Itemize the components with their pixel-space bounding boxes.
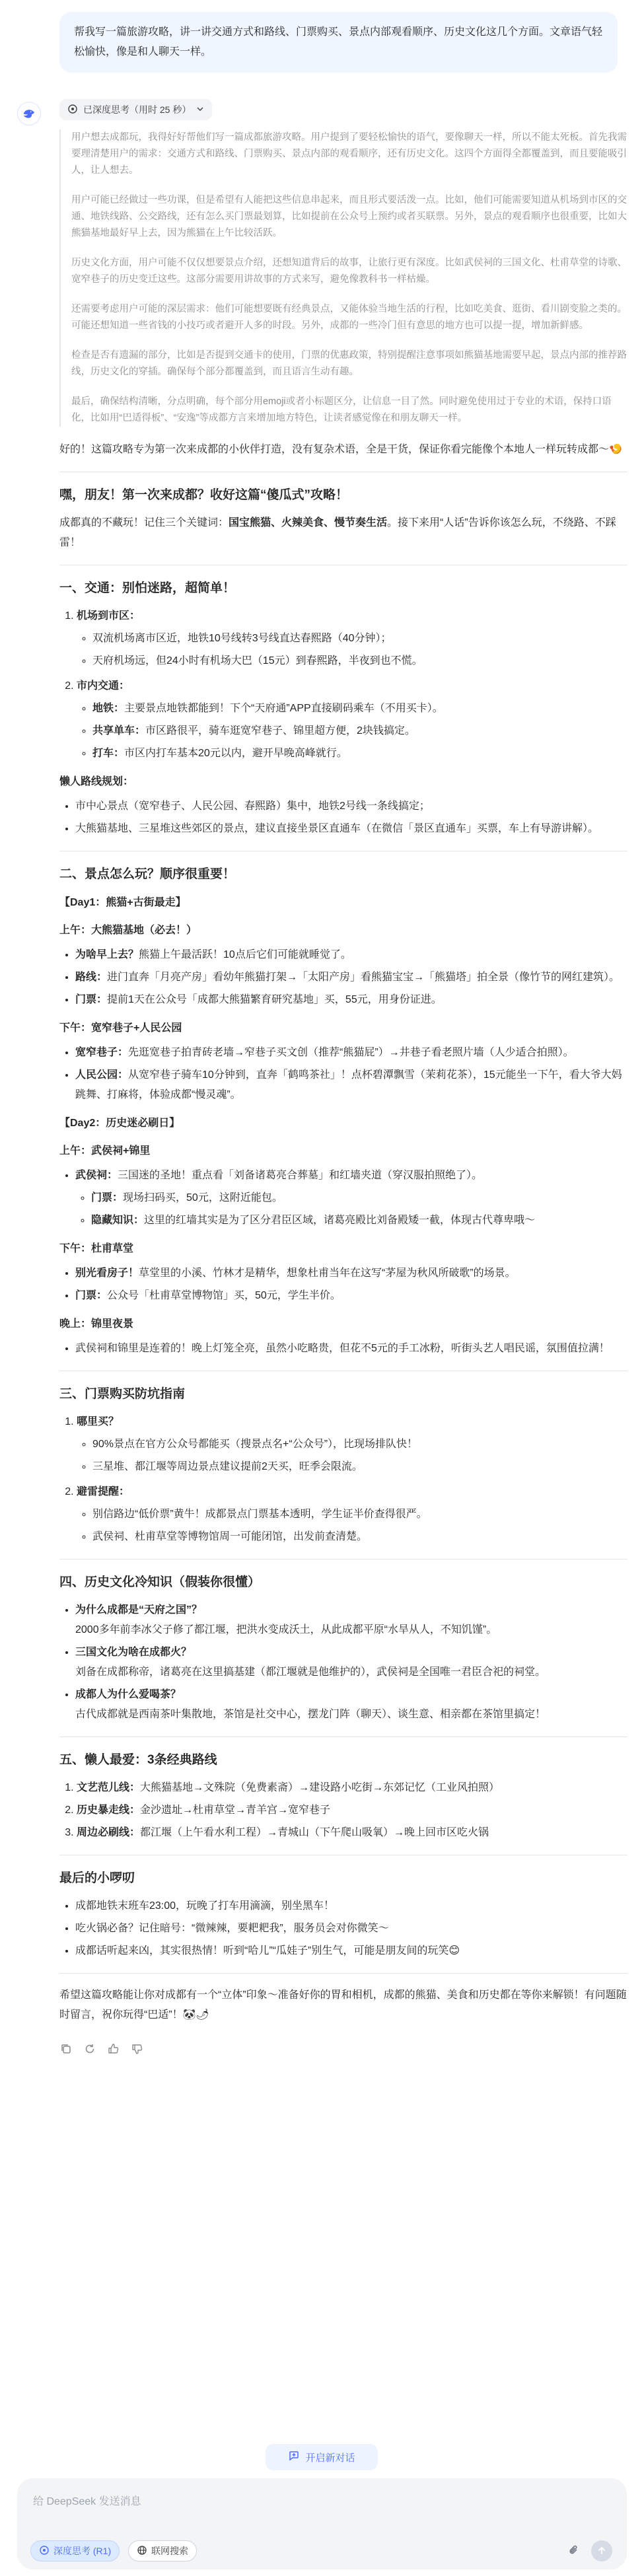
item-title: 哪里买？	[77, 1416, 120, 1427]
list-item	[91, 1211, 627, 1231]
item-value: 公众号「杜甫草堂博物馆」买，50元，学生半价。	[107, 1290, 341, 1301]
item-key: 门票：	[75, 1290, 108, 1301]
period-title: 上午：大熊猫基地（必去！）	[59, 925, 197, 936]
item-value: 三国迷的圣地！重点看「刘备诸葛亮合葬墓」和红墙夹道（穿汉服拍照绝了）。	[118, 1170, 483, 1181]
thinking-paragraph: 最后，确保结构清晰，分点明确，每个部分用emoji或者小标题区分，让信息一目了然。同时避免使用过于专业的术语，保持口语化，比如用“巴适得板”、“安逸”等成都方言来增加地方特色，让读者感觉像在和朋友聊天一样。	[71, 396, 612, 423]
list-item: • 成都话听起来凶，其实很热情！听到“哈儿”“瓜娃子”别生气，可能是朋友间的玩笑😊	[75, 1941, 627, 1961]
new-chat-label: 开启新对话	[305, 2452, 355, 2464]
item-value: 市区内打车基本20元以内，避开早晚高峰就行。	[124, 748, 347, 759]
list-item: ◦ 三星堆、都江堰等周边景点建议提前2天买，旺季会限流。	[92, 1457, 627, 1477]
sub-intro-text: 。接下来用“人话”告诉你该怎么玩，不绕路、不踩雷！	[59, 517, 616, 548]
list-item	[75, 1600, 627, 1640]
list-item	[92, 699, 627, 719]
list-item	[75, 1043, 627, 1063]
message-actions	[59, 2042, 627, 2056]
section-title: 一、交通：别怕迷路，超简单！	[59, 581, 236, 595]
item-key: 人民公园：	[75, 1069, 129, 1081]
transport-list	[59, 606, 627, 764]
subsection-title: 懒人路线规划：	[59, 776, 134, 787]
item-key: 门票：	[91, 1192, 124, 1203]
deep-think-label: 深度思考 (R1)	[54, 2546, 112, 2556]
deep-think-icon	[67, 104, 78, 116]
day1-morning-list	[59, 945, 627, 1010]
assistant-message	[17, 99, 628, 2056]
list-item	[75, 1685, 627, 1725]
thumbs-up-icon[interactable]	[107, 2042, 120, 2056]
list-item: ◦ 双流机场离市区近，地铁10号线转3号线直达春熙路（40分钟）；	[92, 629, 627, 649]
list-item	[77, 1778, 627, 1798]
deepseek-logo-icon	[17, 102, 41, 125]
list-item: • 吃火锅必备？记住暗号：“微辣辣，要耙耙我”，服务员会对你微笑～	[75, 1919, 627, 1939]
new-chat-icon	[288, 2450, 300, 2464]
lazy-route-list	[59, 797, 627, 839]
thinking-paragraph: 用户可能已经做过一些功课，但是希望有人能把这些信息串起来，而且形式要活泼一点。比如，他们可能需要知道从机场到市区的交通、地铁线路、公交路线，还有怎么买门票最划算，比如提前在公众号上预约或者买联票。另外，景点的观看顺序也很重要，比如大熊猫基地最好早上去，因为熊猫在上午比较活跃。	[71, 195, 627, 238]
section-title: 二、景点怎么玩？顺序很重要！	[59, 867, 236, 881]
item-key: 周边必刷线：	[77, 1827, 141, 1838]
thinking-toggle[interactable]	[59, 99, 212, 120]
item-value: 主要景点地铁都能到！下个“天府通”APP直接刷码乘车（不用买卡）。	[124, 703, 443, 714]
item-value: 这里的红墙其实是为了区分君臣区域，诸葛亮殿比刘备殿矮一截，体现古代尊卑哦～	[144, 1215, 536, 1226]
message-input-box[interactable]	[17, 2478, 627, 2569]
item-value: 草堂里的小溪、竹林才是精华，想象杜甫当年在这写“茅屋为秋风所破歌”的场景。	[139, 1268, 516, 1279]
item-title: 市内交通：	[77, 680, 130, 692]
item-answer: 刘备在成都称帝，诸葛亮在这里搞基建（都江堰就是他维护的），武侯祠是全国唯一君臣合祀的祠堂。	[75, 1666, 546, 1678]
list-item	[77, 606, 627, 671]
item-value: 提前1天在公众号「成都大熊猫繁育研究基地」买，55元，用身份证进。	[107, 994, 442, 1005]
thinking-paragraph: 历史文化方面，用户可能不仅仅想要景点介绍，还想知道背后的故事，让旅行更有深度。比如武侯祠的三国文化、杜甫草堂的诗歌、宽窄巷子的历史变迁这些。这部分需要用讲故事的方式来写，避免像教科书一样枯燥。	[71, 258, 627, 285]
answer-content	[59, 440, 627, 2025]
list-item	[77, 1482, 627, 1547]
answer-intro: 好的！这篇攻略专为第一次来成都的小伙伴打造，没有复杂术语，全是干货，保证你看完能像个本地人一样玩转成都～🍤	[59, 444, 622, 455]
thinking-paragraph: 用户想去成都玩，我得好好帮他们写一篇成都旅游攻略。用户提到了要轻松愉快的语气，要像聊天一样，所以不能太死板。首先我需要理清楚用户的需求：交通方式和路线、门票购买、景点内部的观看顺序，还有历史文化。这四个方面得全都覆盖到，而且要能吸引人，让人想去。	[71, 132, 627, 176]
day2-evening-list	[59, 1339, 627, 1359]
list-item	[75, 968, 627, 987]
item-key: 门票：	[75, 994, 108, 1005]
list-item: • 成都地铁末班车23:00，玩晚了打车用滴滴，别坐黑车！	[75, 1896, 627, 1916]
list-item	[75, 1286, 627, 1306]
item-key: 为啥早上去？	[75, 949, 139, 960]
day2-afternoon-list	[59, 1264, 627, 1306]
list-item	[75, 1166, 627, 1231]
item-key: 隐藏知识：	[91, 1215, 145, 1226]
answer-headline: 嘿，朋友！第一次来成都？收好这篇“傻瓜式”攻略！	[59, 488, 349, 502]
arrow-up-icon	[596, 2546, 607, 2556]
chevron-down-icon	[196, 104, 204, 115]
section-title: 四、历史文化冷知识（假装你很懂）	[59, 1575, 261, 1589]
thumbs-down-icon[interactable]	[131, 2042, 144, 2056]
list-item	[91, 1188, 627, 1208]
item-key: 路线：	[75, 972, 108, 983]
item-value: 市区路很平，骑车逛宽窄巷子、锦里超方便，2块钱搞定。	[145, 725, 415, 736]
section-title: 三、门票购买防坑指南	[59, 1387, 186, 1401]
list-item	[75, 1264, 627, 1283]
message-input[interactable]: 给 DeepSeek 发送消息	[33, 2496, 141, 2507]
sub-intro-text: 成都真的不藏玩！记住三个关键词：	[59, 517, 229, 528]
period-title: 下午：宽窄巷子+人民公园	[59, 1022, 182, 1034]
list-item	[92, 721, 627, 741]
list-item	[77, 1412, 627, 1477]
section-title: 五、懒人最爱：3条经典路线	[59, 1753, 217, 1767]
list-item: ◦ 别信路边“低价票”黄牛！成都景点门票基本透明，学生证半价查得很严。	[92, 1505, 627, 1524]
tips-list	[59, 1896, 627, 1961]
web-search-toggle[interactable]	[128, 2540, 197, 2561]
thinking-label: 已深度思考（用时 25 秒）	[83, 104, 192, 115]
culture-list	[59, 1600, 627, 1725]
day-title: 【Day1：熊猫+古街最走】	[59, 897, 186, 908]
item-value: 先逛宽巷子拍青砖老墙→窄巷子买文创（推荐“熊猫屁”）→井巷子看老照片墙（人少适合拍照）。	[128, 1047, 574, 1058]
day2-morning-list	[59, 1166, 627, 1231]
item-answer: 古代成都就是西南茶叶集散地，茶馆是社交中心，摆龙门阵（聊天）、谈生意、相亲都在茶馆里搞定！	[75, 1709, 546, 1720]
item-key: 别光看房子！	[75, 1268, 139, 1279]
list-item: • 大熊猫基地、三星堆这些郊区的景点，建议直接坐景区直通车（在微信「景区直通车」买票，车上有导游讲解）。	[75, 819, 627, 839]
list-item	[75, 1065, 627, 1105]
list-item	[77, 676, 627, 764]
item-value: 都江堰（上午看水利工程）→青城山（下午爬山吸氧）→晚上回市区吃火锅	[140, 1827, 489, 1838]
list-item: ◦ 天府机场远，但24小时有机场大巴（15元）到春熙路，半夜到也不慌。	[92, 651, 627, 671]
item-key: 共享单车：	[92, 725, 146, 736]
list-item	[75, 945, 627, 965]
item-key: 历史暴走线：	[77, 1805, 141, 1816]
item-value: 从宽窄巷子骑车10分钟到，直奔「鹤鸣茶社」！点杯碧潭飘雪（茉莉花茶），15元能坐一下午，看大爷大妈跳舞、打麻将，体验成都“慢灵魂”。	[75, 1069, 622, 1100]
item-key: 打车：	[92, 748, 125, 759]
item-title: 机场到市区：	[77, 610, 141, 622]
list-item: ◦ 90%景点在官方公众号都能买（搜景点名+“公众号”），比现场排队快！	[92, 1435, 627, 1454]
sub-intro-keywords: 国宝熊猫、火辣美食、慢节奏生活	[229, 517, 388, 528]
regenerate-icon[interactable]	[83, 2042, 96, 2056]
route-list	[59, 1778, 627, 1843]
send-button[interactable]	[591, 2540, 612, 2561]
item-key: 武侯祠：	[75, 1170, 118, 1181]
deep-think-toggle[interactable]	[30, 2540, 120, 2561]
thinking-paragraph: 检查是否有遗漏的部分，比如是否提到交通卡的使用，门票的优惠政策，特别提醒注意事项如熊猫基地需要早起，景点内部的推荐路线，历史文化的穿插。确保每个部分都覆盖到，而且语言生动有趣。	[71, 350, 627, 377]
web-search-label: 联网搜索	[151, 2546, 188, 2556]
day1-afternoon-list	[59, 1043, 627, 1105]
user-message: 帮我写一篇旅游攻略，讲一讲交通方式和路线、门票购买、景点内部观看顺序、历史文化这几个方面。文章语气轻松愉快，像是和人聊天一样。	[59, 12, 618, 73]
item-key: 宽窄巷子：	[75, 1047, 129, 1058]
thinking-paragraph: 还需要考虑用户可能的深层需求：他们可能想要既有经典景点，又能体验当地生活的行程，比如吃美食、逛街、看川剧变脸之类的。可能还想知道一些省钱的小技巧或者避开人多的时段。另外，成都的一些冷门但有意思的地方也可以提一提，增加新鲜感。	[71, 304, 627, 331]
list-item	[75, 1643, 627, 1682]
thinking-content	[59, 129, 627, 427]
list-item	[92, 744, 627, 764]
section-title: 最后的小啰叨	[59, 1871, 135, 1885]
list-item	[77, 1823, 627, 1843]
day-title: 【Day2：历史迷必刷日】	[59, 1118, 180, 1129]
ticket-guide-list	[59, 1412, 627, 1547]
divider	[59, 1973, 627, 1974]
item-value: 熊猫上午最活跃！10点后它们可能就睡觉了。	[139, 949, 351, 960]
period-title: 下午：杜甫草堂	[59, 1243, 134, 1254]
deep-think-icon	[39, 2545, 50, 2558]
list-item: • 市中心景点（宽窄巷子、人民公园、春熙路）集中，地铁2号线一条线搞定；	[75, 797, 627, 816]
answer-sub-intro	[59, 513, 627, 553]
item-key: 地铁：	[92, 703, 125, 714]
item-value: 进门直奔「月亮产房」看幼年熊猫打架→「太阳产房」看熊猫宝宝→「熊猫塔」拍全景（像竹节的网红建筑）。	[107, 972, 620, 983]
user-message-row	[0, 12, 644, 73]
list-item: ◦ 武侯祠、杜甫草堂等博物馆周一可能闭馆，出发前查清楚。	[92, 1527, 627, 1547]
item-title: 避雷提醒：	[77, 1486, 130, 1497]
item-answer: 2000多年前李冰父子修了都江堰，把洪水变成沃土，从此成都平原“水旱从人，不知饥馑”。	[75, 1624, 497, 1635]
item-value: 大熊猫基地→文殊院（免费素斋）→建设路小吃街→东郊记忆（工业风拍照）	[140, 1782, 500, 1793]
list-item: • 武侯祠和锦里是连着的！晚上灯笼全亮，虽然小吃略贵，但花不5元的手工冰粉，听街头艺人唱民谣，氛围值拉满！	[75, 1339, 627, 1359]
copy-icon[interactable]	[59, 2042, 73, 2056]
divider	[59, 1736, 627, 1737]
item-question: 三国文化为啥在成都火？	[75, 1647, 192, 1658]
paperclip-icon[interactable]	[565, 2541, 583, 2559]
item-question: 成都人为什么爱喝茶？	[75, 1689, 182, 1700]
list-item	[75, 990, 627, 1010]
list-item	[77, 1801, 627, 1820]
item-key: 文艺范儿线：	[77, 1782, 141, 1793]
period-title: 晚上：锦里夜景	[59, 1318, 134, 1330]
answer-outro: 希望这篇攻略能让你对成都有一个“立体”印象～准备好你的胃和相机，成都的熊猫、美食和历史都在等你来解锁！有问题随时留言，祝你玩得“巴适”！🐼🌶	[59, 1989, 627, 2021]
new-chat-button[interactable]	[266, 2444, 378, 2470]
globe-icon	[137, 2545, 147, 2558]
period-title: 上午：武侯祠+锦里	[59, 1145, 151, 1157]
item-question: 为什么成都是“天府之国”？	[75, 1604, 203, 1616]
item-value: 现场扫码买，50元，这附近能包。	[123, 1192, 283, 1203]
item-value: 金沙遗址→杜甫草堂→青羊宫→宽窄巷子	[140, 1805, 331, 1816]
